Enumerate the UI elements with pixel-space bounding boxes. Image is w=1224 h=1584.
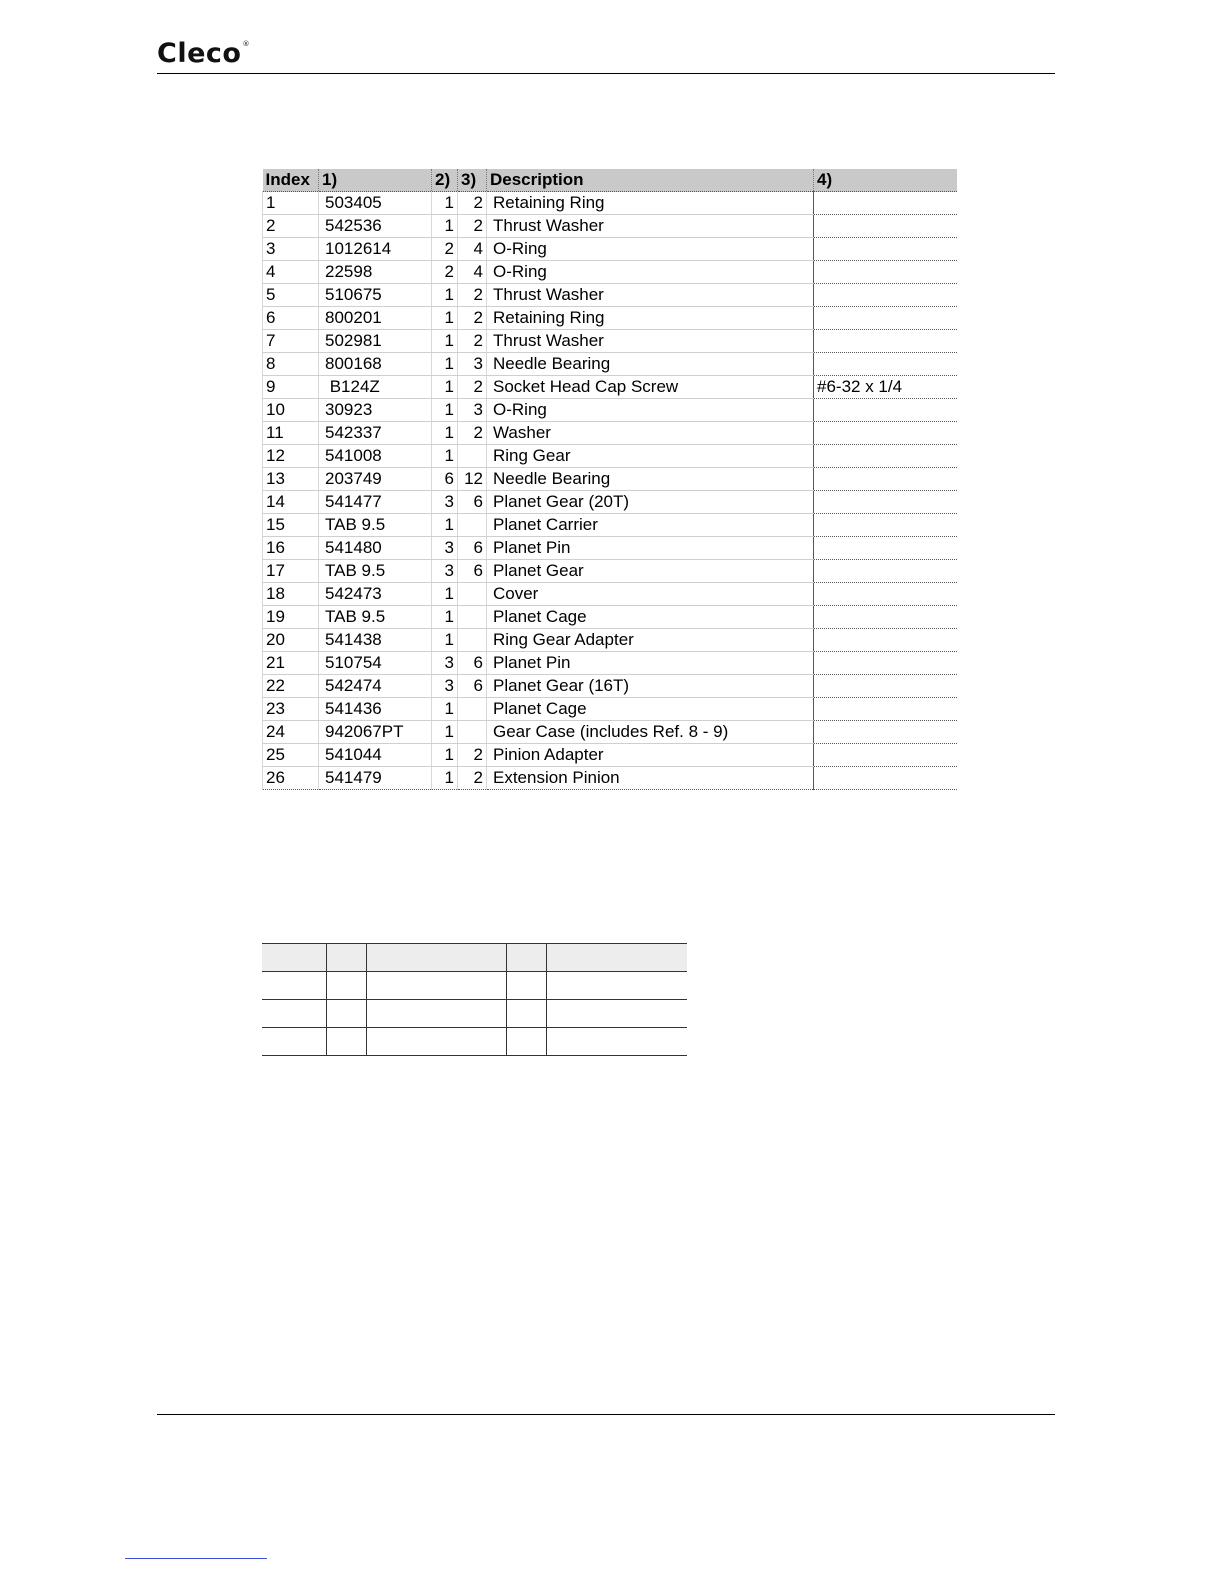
column-header-qty-2: 2) [432, 169, 458, 192]
cell-qty-2: 1 [432, 744, 458, 767]
cell-note-4 [814, 721, 958, 744]
cell-index: 23 [263, 698, 319, 721]
blank-cell [547, 1028, 688, 1056]
blank-cell [262, 1028, 327, 1056]
cell-note-4 [814, 698, 958, 721]
table-row [263, 422, 958, 445]
blank-cell [327, 944, 367, 972]
table-row [263, 215, 958, 238]
cell-qty-2: 1 [432, 399, 458, 422]
cell-note-4 [814, 606, 958, 629]
cell-note-4 [814, 675, 958, 698]
cell-note-4: #6-32 x 1/4 [814, 376, 958, 399]
cell-note-4 [814, 445, 958, 468]
cell-qty-2: 1 [432, 307, 458, 330]
cell-part-1: 1012614 [319, 238, 432, 261]
cell-part-1: 22598 [319, 261, 432, 284]
cell-qty-3: 2 [458, 767, 487, 790]
blank-table-row [262, 972, 687, 1000]
blank-cell [547, 1000, 688, 1028]
cell-qty-2: 3 [432, 652, 458, 675]
cell-description: Extension Pinion [487, 767, 814, 790]
cell-part-1: 541436 [319, 698, 432, 721]
cell-note-4 [814, 399, 958, 422]
cell-qty-2: 2 [432, 261, 458, 284]
cell-note-4 [814, 491, 958, 514]
parts-table-body [263, 192, 958, 790]
table-row [263, 652, 958, 675]
cell-qty-3: 6 [458, 560, 487, 583]
cell-note-4 [814, 652, 958, 675]
table-row [263, 238, 958, 261]
parts-table [262, 169, 957, 790]
cell-qty-2: 1 [432, 215, 458, 238]
cell-qty-2: 3 [432, 560, 458, 583]
cell-note-4 [814, 560, 958, 583]
cell-part-1: 542474 [319, 675, 432, 698]
cell-index: 2 [263, 215, 319, 238]
cell-qty-3: 6 [458, 675, 487, 698]
cell-index: 20 [263, 629, 319, 652]
cell-description: Retaining Ring [487, 307, 814, 330]
cell-qty-3: 2 [458, 422, 487, 445]
table-row [263, 514, 958, 537]
cell-part-1: 800201 [319, 307, 432, 330]
cell-index: 6 [263, 307, 319, 330]
cell-qty-3: 6 [458, 537, 487, 560]
cell-note-4 [814, 307, 958, 330]
cell-note-4 [814, 767, 958, 790]
table-row [263, 744, 958, 767]
cell-note-4 [814, 744, 958, 767]
cell-description: Planet Carrier [487, 514, 814, 537]
blank-cell [262, 1000, 327, 1028]
column-header-description: Description [487, 169, 814, 192]
blank-cell [507, 1000, 547, 1028]
cell-note-4 [814, 261, 958, 284]
table-row [263, 698, 958, 721]
blank-cell [367, 1028, 507, 1056]
cell-qty-3 [458, 629, 487, 652]
cell-description: Planet Gear [487, 560, 814, 583]
cell-part-1: 541438 [319, 629, 432, 652]
cell-qty-2: 1 [432, 629, 458, 652]
cell-description: Ring Gear [487, 445, 814, 468]
brand-logo: Cleco® [157, 38, 250, 69]
cell-qty-3: 3 [458, 399, 487, 422]
cell-note-4 [814, 468, 958, 491]
column-header-index: Index [263, 169, 319, 192]
cell-description: Thrust Washer [487, 330, 814, 353]
cell-part-1: TAB 9.5 [319, 606, 432, 629]
cell-note-4 [814, 215, 958, 238]
blank-cell [367, 972, 507, 1000]
cell-index: 22 [263, 675, 319, 698]
cell-index: 25 [263, 744, 319, 767]
cell-qty-2: 1 [432, 330, 458, 353]
parts-table-header [263, 169, 958, 192]
table-row [263, 560, 958, 583]
cell-qty-2: 3 [432, 537, 458, 560]
cell-part-1: 942067PT [319, 721, 432, 744]
cell-qty-3: 2 [458, 192, 487, 215]
cell-description: O-Ring [487, 238, 814, 261]
cell-qty-3: 4 [458, 238, 487, 261]
table-row [263, 261, 958, 284]
cell-index: 10 [263, 399, 319, 422]
cell-description: Needle Bearing [487, 468, 814, 491]
cell-part-1: 542337 [319, 422, 432, 445]
cell-qty-3: 2 [458, 330, 487, 353]
cell-index: 5 [263, 284, 319, 307]
cell-index: 8 [263, 353, 319, 376]
table-row [263, 399, 958, 422]
cell-index: 1 [263, 192, 319, 215]
cell-part-1: 502981 [319, 330, 432, 353]
cell-qty-2: 1 [432, 422, 458, 445]
cell-description: O-Ring [487, 399, 814, 422]
cell-description: Planet Gear (16T) [487, 675, 814, 698]
cell-index: 11 [263, 422, 319, 445]
cell-qty-3 [458, 606, 487, 629]
cell-part-1: 541479 [319, 767, 432, 790]
cell-description: O-Ring [487, 261, 814, 284]
cell-part-1: 203749 [319, 468, 432, 491]
cell-note-4 [814, 238, 958, 261]
cell-part-1: 510675 [319, 284, 432, 307]
cell-index: 21 [263, 652, 319, 675]
cell-part-1: 541477 [319, 491, 432, 514]
cell-part-1: 800168 [319, 353, 432, 376]
cell-index: 9 [263, 376, 319, 399]
blank-cell [547, 944, 688, 972]
blank-cell [507, 944, 547, 972]
cell-part-1: 541044 [319, 744, 432, 767]
blank-table-row [262, 1000, 687, 1028]
table-row [263, 583, 958, 606]
cell-description: Planet Cage [487, 606, 814, 629]
cell-part-1: 541480 [319, 537, 432, 560]
cell-index: 4 [263, 261, 319, 284]
cell-description: Retaining Ring [487, 192, 814, 215]
cell-qty-2: 1 [432, 721, 458, 744]
cell-qty-2: 1 [432, 353, 458, 376]
cell-index: 3 [263, 238, 319, 261]
cell-index: 18 [263, 583, 319, 606]
column-header-qty-3: 3) [458, 169, 487, 192]
cell-qty-2: 1 [432, 767, 458, 790]
cell-part-1: 541008 [319, 445, 432, 468]
blank-cell [367, 944, 507, 972]
blank-table [262, 943, 687, 1056]
table-row [263, 675, 958, 698]
cell-qty-3: 6 [458, 491, 487, 514]
cell-description: Gear Case (includes Ref. 8 - 9) [487, 721, 814, 744]
cell-description: Planet Cage [487, 698, 814, 721]
cell-part-1: 30923 [319, 399, 432, 422]
cell-index: 14 [263, 491, 319, 514]
cell-note-4 [814, 629, 958, 652]
cell-qty-3 [458, 445, 487, 468]
cell-qty-2: 1 [432, 445, 458, 468]
blank-cell [327, 1028, 367, 1056]
cell-description: Pinion Adapter [487, 744, 814, 767]
cell-description: Needle Bearing [487, 353, 814, 376]
cell-qty-3: 4 [458, 261, 487, 284]
column-header-part-1: 1) [319, 169, 432, 192]
cell-index: 13 [263, 468, 319, 491]
cell-part-1: 542536 [319, 215, 432, 238]
cell-index: 12 [263, 445, 319, 468]
table-row [263, 330, 958, 353]
cell-qty-2: 1 [432, 583, 458, 606]
cell-note-4 [814, 284, 958, 307]
cell-qty-3 [458, 514, 487, 537]
blank-cell [262, 944, 327, 972]
cell-qty-2: 1 [432, 606, 458, 629]
blank-cell [262, 972, 327, 1000]
cell-index: 24 [263, 721, 319, 744]
blank-table-row [262, 944, 687, 972]
blank-cell [367, 1000, 507, 1028]
cell-description: Planet Pin [487, 652, 814, 675]
table-row [263, 767, 958, 790]
cell-qty-3: 2 [458, 284, 487, 307]
cell-description: Socket Head Cap Screw [487, 376, 814, 399]
table-row [263, 284, 958, 307]
cell-qty-3: 2 [458, 307, 487, 330]
cell-qty-2: 3 [432, 675, 458, 698]
cell-note-4 [814, 422, 958, 445]
cell-description: Thrust Washer [487, 284, 814, 307]
cell-qty-3: 2 [458, 376, 487, 399]
blank-cell [507, 972, 547, 1000]
cell-qty-3 [458, 698, 487, 721]
cell-description: Planet Pin [487, 537, 814, 560]
cell-qty-2: 6 [432, 468, 458, 491]
blank-table-row [262, 1028, 687, 1056]
cell-qty-3 [458, 583, 487, 606]
footer-link-underline[interactable] [125, 1558, 267, 1559]
cell-qty-3: 2 [458, 215, 487, 238]
table-row [263, 537, 958, 560]
cell-note-4 [814, 192, 958, 215]
cell-part-1: B124Z [319, 376, 432, 399]
cell-qty-2: 1 [432, 698, 458, 721]
cell-qty-2: 3 [432, 491, 458, 514]
table-row [263, 307, 958, 330]
blank-cell [547, 972, 688, 1000]
table-row [263, 629, 958, 652]
cell-qty-3: 12 [458, 468, 487, 491]
blank-cell [507, 1028, 547, 1056]
cell-description: Ring Gear Adapter [487, 629, 814, 652]
blank-cell [327, 1000, 367, 1028]
cell-qty-2: 1 [432, 192, 458, 215]
cell-note-4 [814, 537, 958, 560]
table-row [263, 376, 958, 399]
cell-description: Thrust Washer [487, 215, 814, 238]
cell-qty-3: 2 [458, 744, 487, 767]
header-rule [157, 73, 1055, 74]
cell-description: Cover [487, 583, 814, 606]
cell-index: 19 [263, 606, 319, 629]
cell-description: Planet Gear (20T) [487, 491, 814, 514]
cell-qty-2: 1 [432, 284, 458, 307]
blank-cell [327, 972, 367, 1000]
table-row [263, 606, 958, 629]
column-header-note-4: 4) [814, 169, 958, 192]
cell-part-1: TAB 9.5 [319, 560, 432, 583]
cell-index: 15 [263, 514, 319, 537]
cell-part-1: TAB 9.5 [319, 514, 432, 537]
cell-qty-3: 3 [458, 353, 487, 376]
cell-qty-2: 1 [432, 514, 458, 537]
cell-qty-3: 6 [458, 652, 487, 675]
cell-description: Washer [487, 422, 814, 445]
cell-note-4 [814, 583, 958, 606]
table-row [263, 192, 958, 215]
table-row [263, 491, 958, 514]
cell-note-4 [814, 353, 958, 376]
cell-part-1: 542473 [319, 583, 432, 606]
table-row [263, 468, 958, 491]
cell-note-4 [814, 330, 958, 353]
table-row [263, 353, 958, 376]
cell-note-4 [814, 514, 958, 537]
cell-index: 26 [263, 767, 319, 790]
cell-index: 17 [263, 560, 319, 583]
cell-part-1: 510754 [319, 652, 432, 675]
cell-index: 7 [263, 330, 319, 353]
footer-rule [157, 1414, 1055, 1415]
cell-qty-2: 1 [432, 376, 458, 399]
table-row [263, 445, 958, 468]
cell-index: 16 [263, 537, 319, 560]
cell-part-1: 503405 [319, 192, 432, 215]
cell-qty-2: 2 [432, 238, 458, 261]
cell-qty-3 [458, 721, 487, 744]
table-row [263, 721, 958, 744]
